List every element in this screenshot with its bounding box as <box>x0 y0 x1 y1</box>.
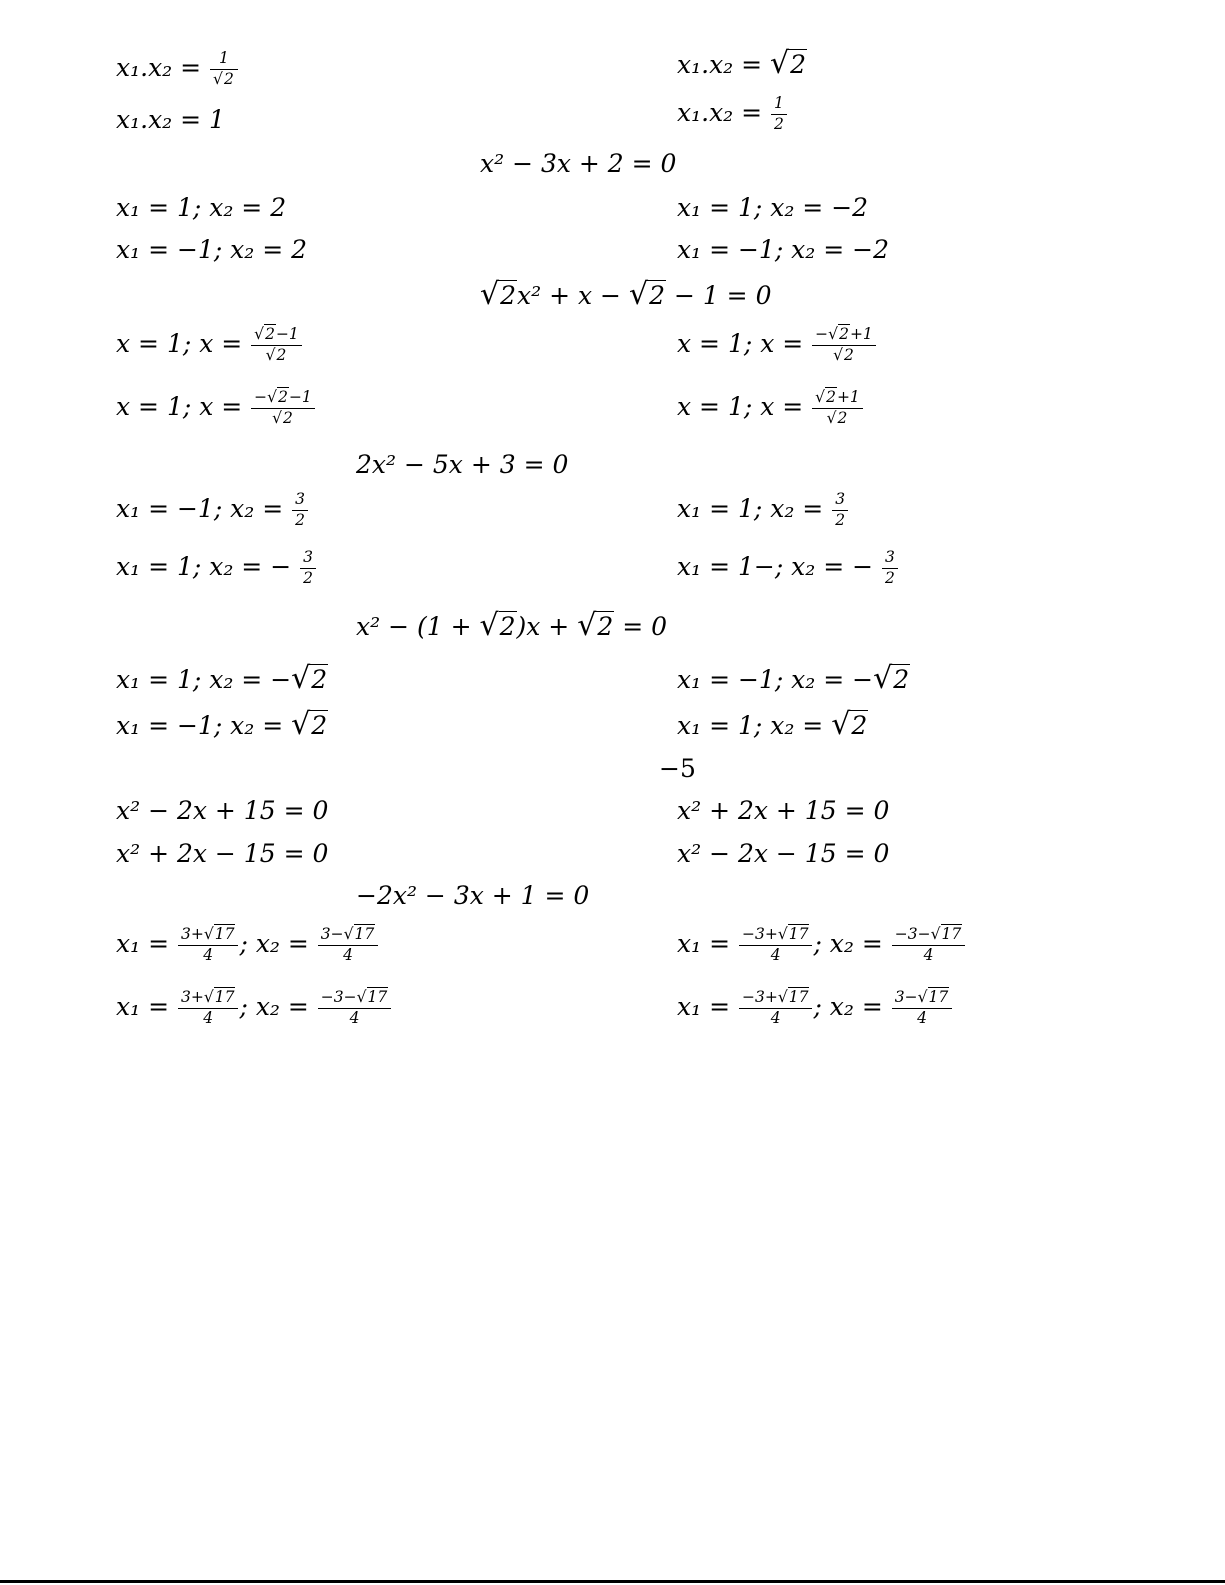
fraction: $\frac{1}{2}$ <box>771 95 787 134</box>
fraction: $\frac{-√2+1}{√2}$ <box>812 326 876 365</box>
q1-option-b: x₁.x₂ = √2 <box>677 46 807 81</box>
q2-option-c: x₁ = −1; x₂ = 2 <box>116 235 308 264</box>
q4-option-d: x₁ = 1−; x₂ = − $\frac{3}{2}$ <box>677 549 899 588</box>
q6-option-b: x² + 2x + 15 = 0 <box>677 796 890 825</box>
fraction: $\frac{3}{2}$ <box>292 491 308 530</box>
fraction: $\frac{3+√17}{4}$ <box>178 926 238 965</box>
q3-option-a: x = 1; x = $\frac{√2-1}{√2}$ <box>116 326 303 365</box>
q5-option-c: x₁ = −1; x₂ = √2 <box>116 707 328 742</box>
q4-option-a: x₁ = −1; x₂ = $\frac{3}{2}$ <box>116 491 309 530</box>
q6-label: −5 <box>659 754 696 783</box>
q2-option-a: x₁ = 1; x₂ = 2 <box>116 193 287 222</box>
q2-equation: x² − 3x + 2 = 0 <box>480 149 677 178</box>
fraction: $\frac{√2+1}{√2}$ <box>812 389 863 428</box>
fraction: $\frac{3}{2}$ <box>300 549 316 588</box>
q6-option-a: x² − 2x + 15 = 0 <box>116 796 329 825</box>
q1-option-d: x₁.x₂ = $\frac{1}{2}$ <box>677 95 788 134</box>
q6-option-c: x² + 2x − 15 = 0 <box>116 839 329 868</box>
fraction: $\frac{3-√17}{4}$ <box>892 989 952 1028</box>
q1-option-a: x₁.x₂ = $\frac{1}{√2}$ <box>116 50 239 89</box>
q1-option-c: x₁.x₂ = 1 <box>116 105 225 134</box>
fraction: $\frac{√2-1}{√2}$ <box>251 326 302 365</box>
q6-option-d: x² − 2x − 15 = 0 <box>677 839 890 868</box>
q2-option-b: x₁ = 1; x₂ = −2 <box>677 193 869 222</box>
q7-option-c: x₁ = $\frac{3+√17}{4}$ ; x₂ = $\frac{-3-√17}{4}$ <box>116 989 392 1028</box>
q4-equation: 2x² − 5x + 3 = 0 <box>356 450 569 479</box>
q5-equation: x² − (1 + √2)x + √2 = 0 <box>356 608 667 643</box>
fraction: $\frac{3+√17}{4}$ <box>178 989 238 1028</box>
fraction: $\frac{-√2-1}{√2}$ <box>251 389 315 428</box>
q2-option-d: x₁ = −1; x₂ = −2 <box>677 235 889 264</box>
fraction: $\frac{-3-√17}{4}$ <box>892 926 965 965</box>
q5-option-a: x₁ = 1; x₂ = −√2 <box>116 661 328 696</box>
fraction: $\frac{3}{2}$ <box>832 491 848 530</box>
q3-option-c: x = 1; x = $\frac{-√2-1}{√2}$ <box>116 389 316 428</box>
fraction: $\frac{3-√17}{4}$ <box>318 926 378 965</box>
q4-option-b: x₁ = 1; x₂ = $\frac{3}{2}$ <box>677 491 849 530</box>
fraction: $\frac{3}{2}$ <box>882 549 898 588</box>
q3-option-b: x = 1; x = $\frac{-√2+1}{√2}$ <box>677 326 877 365</box>
fraction: $\frac{1}{√2}$ <box>210 50 238 89</box>
q4-option-c: x₁ = 1; x₂ = − $\frac{3}{2}$ <box>116 549 317 588</box>
q7-equation: −2x² − 3x + 1 = 0 <box>356 881 590 910</box>
q5-option-d: x₁ = 1; x₂ = √2 <box>677 707 868 742</box>
q7-option-b: x₁ = $\frac{-3+√17}{4}$ ; x₂ = $\frac{-3-√17}{4}$ <box>677 926 966 965</box>
q5-option-b: x₁ = −1; x₂ = −√2 <box>677 661 910 696</box>
q7-option-a: x₁ = $\frac{3+√17}{4}$ ; x₂ = $\frac{3-√17}{4}$ <box>116 926 379 965</box>
fraction: $\frac{-3+√17}{4}$ <box>739 989 812 1028</box>
q7-option-d: x₁ = $\frac{-3+√17}{4}$ ; x₂ = $\frac{3-√17}{4}$ <box>677 989 953 1028</box>
q3-option-d: x = 1; x = $\frac{√2+1}{√2}$ <box>677 389 864 428</box>
fraction: $\frac{-3-√17}{4}$ <box>318 989 391 1028</box>
page-bottom-rule <box>0 1580 1225 1583</box>
q3-equation: √2x² + x − √2 − 1 = 0 <box>480 277 772 312</box>
fraction: $\frac{-3+√17}{4}$ <box>739 926 812 965</box>
